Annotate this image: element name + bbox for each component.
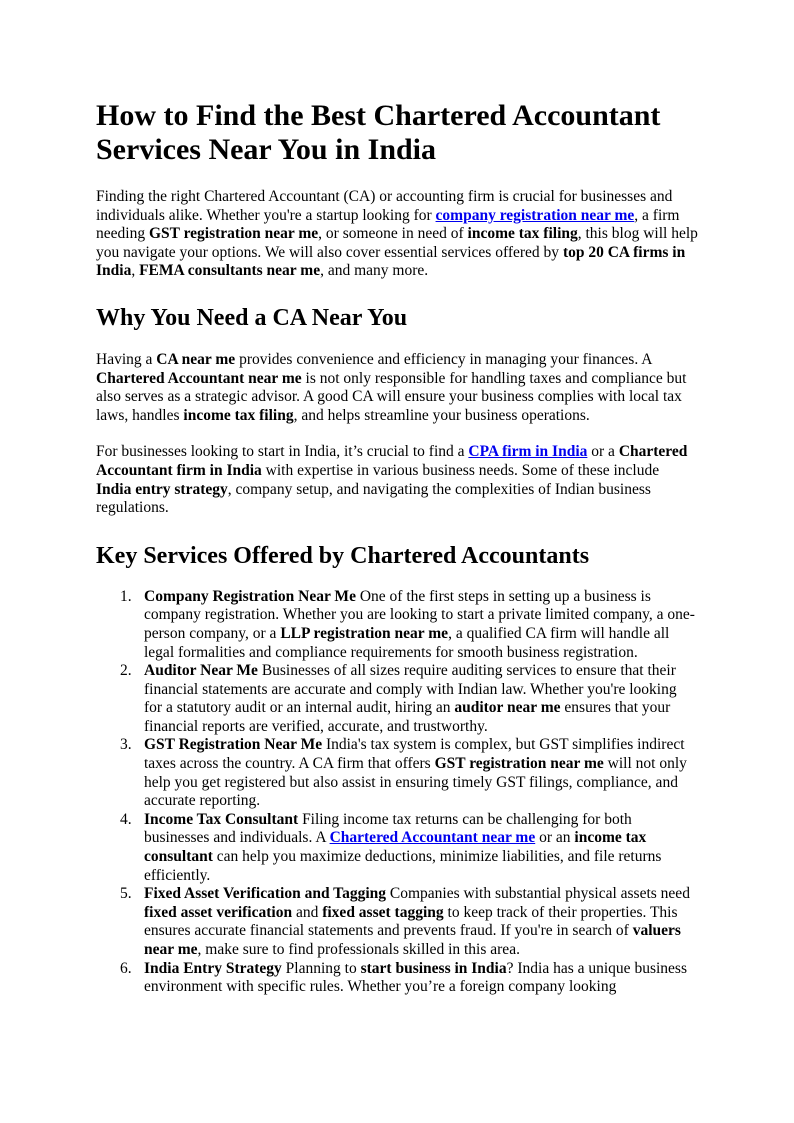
list-item-number: 5. — [120, 885, 132, 903]
text-run: Having a — [96, 350, 157, 368]
why-ca-paragraph-2 — [96, 443, 698, 517]
why-ca-paragraph-1 — [96, 351, 698, 425]
list-item — [96, 736, 698, 810]
bold-phrase: Chartered Accountant firm in India — [96, 443, 688, 479]
text-run: , and many more. — [320, 262, 429, 280]
text-run: with expertise in various business needs. Some of these include — [261, 461, 660, 479]
text-run: Businesses of all sizes require auditing services to ensure that their financial statements are accurate and comply with Indian law. Whether you're looking for a statutory audit or an internal audit, hiring an — [144, 662, 677, 717]
inline-link[interactable]: Chartered Accountant near me — [329, 829, 536, 847]
text-run: India's tax system is complex, but GST simplifies indirect taxes across the country. A CA firm that offers — [144, 736, 685, 773]
inline-link[interactable]: company registration near me — [435, 206, 635, 224]
bold-phrase: auditor near me — [454, 699, 561, 717]
text-run: One of the first steps in setting up a business is company registration. Whether you are looking to start a private limited company, a one-person company, or a — [144, 587, 695, 642]
text-run: Filing income tax returns can be challenging for both businesses and individuals. A — [144, 810, 632, 847]
list-item — [96, 662, 698, 736]
list-item-number: 6. — [120, 959, 132, 977]
bold-phrase: India Entry Strategy — [144, 959, 282, 977]
text-run: , a qualified CA firm will handle all legal formalities and compliance requirements for smooth business registration. — [144, 624, 670, 661]
bold-phrase: fixed asset tagging — [322, 903, 444, 921]
list-item — [96, 885, 698, 959]
bold-phrase: LLP registration near me — [280, 624, 449, 642]
text-run: ensures that your financial reports are verified, accurate, and trustworthy. — [144, 699, 671, 735]
list-item — [96, 588, 698, 662]
bold-phrase: Auditor Near Me — [144, 662, 258, 680]
list-item — [96, 960, 698, 997]
text-run: , and helps streamline your business operations. — [293, 406, 590, 424]
list-item-text — [144, 811, 661, 884]
text-run: , make sure to find professionals skilled in this area. — [197, 941, 520, 958]
text-run: , company setup, and navigating the complexities of Indian business regulations. — [96, 480, 651, 517]
bold-phrase: Chartered Accountant near me — [96, 369, 302, 387]
text-run: and — [292, 903, 323, 921]
services-list — [96, 588, 698, 997]
bold-phrase: GST registration near me — [434, 755, 604, 773]
bold-phrase: income tax filing — [183, 406, 294, 424]
list-item-number: 4. — [120, 810, 132, 828]
list-item-text — [144, 885, 690, 958]
list-item-number: 1. — [120, 587, 132, 605]
text-run: Planning to — [281, 959, 361, 977]
text-run: will not only help you get registered but also assist in ensuring timely GST filings, compliance, and accurate reporting. — [144, 755, 687, 810]
bold-phrase: valuers near me — [144, 922, 681, 958]
list-item-text — [144, 662, 677, 735]
bold-phrase: Company Registration Near Me — [144, 587, 356, 605]
bold-phrase: CA near me — [156, 350, 236, 368]
bold-phrase: start business in India — [360, 959, 507, 977]
bold-phrase: income tax filing — [467, 225, 578, 243]
inline-link[interactable]: CPA firm in India — [468, 443, 588, 461]
bold-phrase: FEMA consultants near me — [139, 262, 321, 280]
list-item-number: 2. — [120, 662, 132, 680]
text-run: , — [131, 262, 140, 280]
intro-paragraph — [96, 188, 698, 281]
text-run: , this blog will help you navigate your options. We will also cover essential services offered by — [96, 225, 698, 261]
bold-phrase: income tax consultant — [144, 829, 647, 866]
text-run: can help you maximize deductions, minimize liabilities, and file returns efficiently. — [144, 848, 662, 884]
list-item-text — [144, 960, 687, 996]
text-run: or an — [535, 829, 575, 847]
bold-phrase: fixed asset verification — [144, 903, 293, 921]
list-item-number: 3. — [120, 736, 132, 754]
bold-phrase: Fixed Asset Verification and Tagging — [144, 885, 387, 903]
bold-phrase: GST Registration Near Me — [144, 736, 323, 754]
text-run: Finding the right Chartered Accountant (CA) or accounting firm is crucial for businesses and individuals alike. Whether you're a startup looking for — [96, 188, 673, 224]
text-run: , a firm needing — [96, 206, 680, 243]
text-run: Companies with substantial physical assets need — [386, 885, 690, 903]
list-item-text — [144, 736, 687, 809]
page-title: How to Find the Best Chartered Accountant Services Near You in India — [96, 99, 661, 166]
text-run: provides convenience and efficiency in managing your finances. A — [235, 350, 652, 368]
bold-phrase: GST registration near me — [148, 225, 319, 243]
bold-phrase: Income Tax Consultant — [144, 810, 299, 828]
section-heading-key-services: Key Services Offered by Chartered Accountants — [96, 542, 590, 569]
list-item — [96, 811, 698, 885]
text-run: to keep track of their properties. This ensures accurate financial statements and prevents fraud. If you're in search of — [144, 903, 678, 940]
text-run: For businesses looking to start in India, it’s crucial to find a — [96, 443, 469, 461]
text-run: , or someone in need of — [318, 225, 468, 243]
bold-phrase: top 20 CA firms in India — [96, 243, 686, 280]
text-run: or a — [587, 443, 619, 461]
bold-phrase: India entry strategy — [96, 480, 228, 498]
text-run: ? India has a unique business environment with specific rules. Whether you’re a foreign company looking — [144, 959, 687, 996]
list-item-text — [144, 588, 695, 661]
text-run: is not only responsible for handling taxes and compliance but also serves as a strategic advisor. A good CA will ensure your business complies with local tax laws, handles — [96, 369, 687, 424]
section-heading-why-ca: Why You Need a CA Near You — [96, 304, 408, 331]
